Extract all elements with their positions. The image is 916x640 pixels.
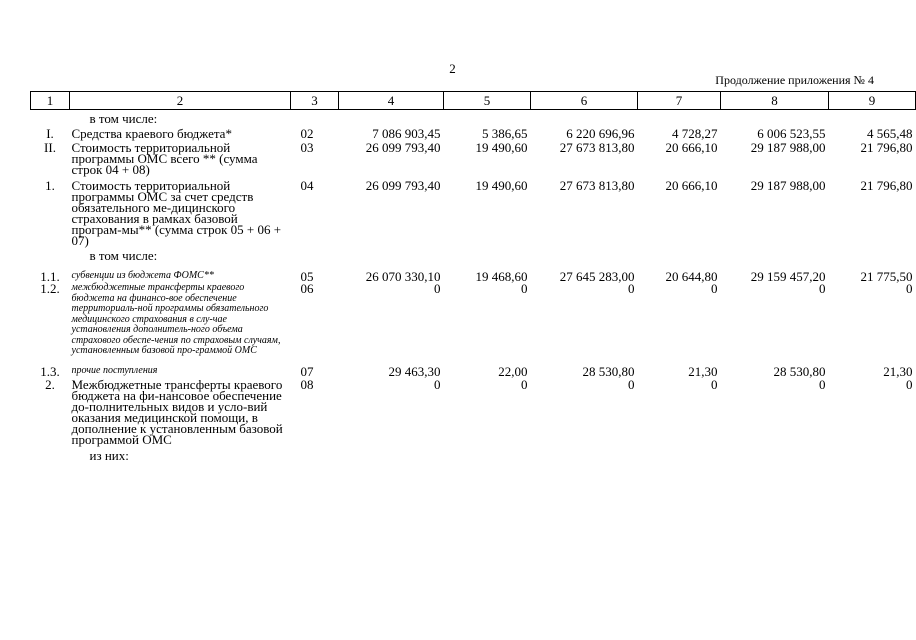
- col-header-2: 2: [70, 92, 291, 110]
- value-col-9: 0: [906, 281, 913, 296]
- row-name: субвенции из бюджета ФОМС**: [71, 270, 214, 281]
- table-row: [31, 282, 916, 357]
- value-col-9: 21 796,80: [860, 140, 913, 155]
- row-name: межбюджетные трансферты краевого бюджета на финансо-вое обеспечение территориаль-ной программы обязательного медицинского страхования в слу-чае установления дополнитель-ного объема страхового обеспе-чения по страховым случаям, установленным базовой про-граммой ОМС: [71, 282, 281, 356]
- row-index: I.: [46, 126, 54, 141]
- row-index: 2.: [45, 376, 55, 392]
- column-numbers-row: [31, 92, 916, 110]
- value-col-9: 4 565,48: [867, 126, 913, 141]
- subheading-text: в том числе:: [89, 248, 158, 263]
- value-col-5: 19 490,60: [475, 140, 528, 155]
- value-col-9: 21 796,80: [860, 178, 913, 193]
- col-header-5: 5: [444, 92, 531, 110]
- value-col-6: 27 673 813,80: [559, 178, 635, 193]
- value-col-5: 0: [521, 281, 528, 296]
- value-col-6: 0: [628, 281, 635, 296]
- col-header-8: 8: [721, 92, 829, 110]
- value-col-4: 26 070 330,10: [365, 269, 441, 284]
- col-header-6: 6: [531, 92, 638, 110]
- value-col-4: 0: [434, 281, 441, 296]
- value-col-7: 20 666,10: [665, 178, 718, 193]
- value-col-5: 5 386,65: [482, 126, 528, 141]
- value-col-7: 0: [711, 281, 718, 296]
- table-row: [31, 175, 916, 246]
- value-col-9: 21 775,50: [860, 269, 913, 284]
- row-code: 03: [300, 140, 314, 155]
- col-header-9: 9: [829, 92, 916, 110]
- value-col-5: 19 490,60: [475, 178, 528, 193]
- value-col-4: 26 099 793,40: [365, 140, 441, 155]
- value-col-7: 20 644,80: [665, 269, 718, 284]
- value-col-8: 29 159 457,20: [750, 269, 826, 284]
- row-code: 07: [300, 363, 314, 379]
- subheading-text: из них:: [89, 447, 129, 463]
- row-code: 06: [300, 281, 314, 296]
- subheading-text: в том числе:: [89, 111, 158, 126]
- table-row: [31, 377, 916, 445]
- value-col-4: 7 086 903,45: [372, 126, 441, 141]
- row-index: II.: [44, 140, 56, 155]
- row-name: Стоимость территориальной программы ОМС за счет средств обязательного ме-дицинского страхования в рамках базовой програм-мы** (сумма строк 05 + 06 + 07): [71, 178, 282, 248]
- value-col-8: 0: [819, 376, 826, 392]
- value-col-4: 0: [434, 376, 441, 392]
- value-col-5: 22,00: [498, 363, 528, 379]
- col-header-4: 4: [339, 92, 444, 110]
- col-header-1: 1: [31, 92, 70, 110]
- value-col-8: 0: [819, 281, 826, 296]
- table-row: [31, 261, 916, 282]
- value-col-7: 20 666,10: [665, 140, 718, 155]
- col-header-3: 3: [291, 92, 339, 110]
- value-col-6: 0: [628, 376, 635, 392]
- value-col-4: 29 463,30: [388, 363, 441, 379]
- value-col-8: 29 187 988,00: [750, 178, 826, 193]
- subheading-row: [31, 445, 916, 461]
- value-col-6: 27 673 813,80: [559, 140, 635, 155]
- subheading-row: [31, 110, 916, 125]
- value-col-9: 0: [906, 376, 913, 392]
- value-col-6: 6 220 696,96: [566, 126, 635, 141]
- value-col-7: 21,30: [688, 363, 718, 379]
- row-code: 02: [300, 126, 314, 141]
- row-code: 08: [300, 376, 314, 392]
- table-body: [31, 110, 916, 461]
- col-header-7: 7: [638, 92, 721, 110]
- value-col-7: 0: [711, 376, 718, 392]
- value-col-5: 19 468,60: [475, 269, 528, 284]
- table-row: [31, 357, 916, 377]
- row-name: прочие поступления: [71, 364, 158, 376]
- value-col-6: 28 530,80: [582, 363, 635, 379]
- row-name: Межбюджетные трансферты краевого бюджета на фи-нансовое обеспечение до-полнительных видов и усло-вий оказания медицинской помощи, в дополнение к установленным базовой программой ОМС: [71, 376, 283, 447]
- value-col-4: 26 099 793,40: [365, 178, 441, 193]
- value-col-8: 6 006 523,55: [757, 126, 826, 141]
- budget-table: [30, 91, 916, 461]
- row-name: Средства краевого бюджета*: [71, 126, 232, 141]
- value-col-6: 27 645 283,00: [559, 269, 635, 284]
- row-code: 05: [300, 269, 314, 284]
- value-col-5: 0: [521, 376, 528, 392]
- row-index: 1.1.: [40, 269, 60, 284]
- page-number: 2: [449, 61, 456, 76]
- row-index: 1.: [45, 178, 55, 193]
- subheading-row: [31, 246, 916, 261]
- value-col-9: 21,30: [883, 363, 913, 379]
- table-row: [31, 139, 916, 175]
- value-col-8: 28 530,80: [773, 363, 826, 379]
- row-name: Стоимость территориальной программы ОМС всего ** (сумма строк 04 + 08): [71, 140, 258, 177]
- value-col-7: 4 728,27: [672, 126, 718, 141]
- table-row: [31, 124, 916, 139]
- continuation-caption: Продолжение приложения № 4: [715, 73, 874, 87]
- row-index: 1.3.: [40, 363, 60, 379]
- row-code: 04: [300, 178, 314, 193]
- value-col-8: 29 187 988,00: [750, 140, 826, 155]
- row-index: 1.2.: [40, 281, 60, 296]
